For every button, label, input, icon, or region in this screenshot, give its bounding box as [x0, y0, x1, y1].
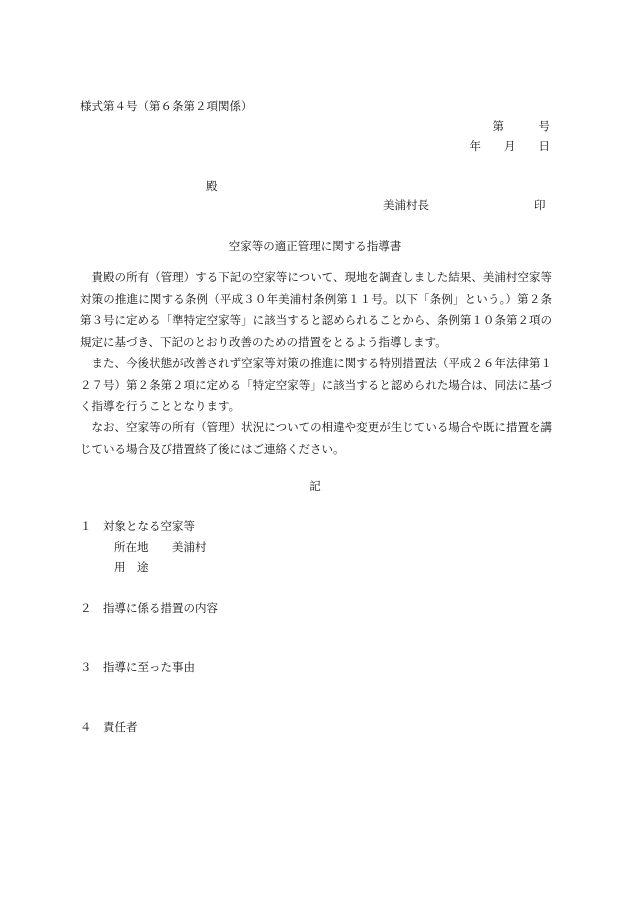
issuer-title: 美浦村長: [383, 198, 429, 212]
date-line: 年 月 日: [469, 139, 550, 153]
body-paragraph-2: また、今後状態が改善されず空家等対策の推進に関する特別措置法（平成２６年法律第１２７号）第２条第２項に定める「特定空家等」に該当すると認められた場合は、同法に基づく指導を行うこととなります。: [80, 356, 552, 413]
document-title: 空家等の適正管理に関する指導書: [228, 239, 402, 253]
item-4-number: ４: [80, 720, 92, 734]
body-paragraph-3: なお、空家等の所有（管理）状況についての相違や変更が生じている場合や既に措置を講じている場合及び措置終了後にはご連絡ください。: [80, 420, 552, 456]
item-3-label: 指導に至った事由: [103, 660, 195, 674]
form-label: 様式第４号（第６条第２項関係）: [80, 99, 253, 113]
body-paragraph-1: 貴殿の所有（管理）する下記の空家等について、現地を調査しました結果、美浦村空家等対策の推進に関する条例（平成３０年美浦村条例第１１号。以下「条例」という。）第２条第３号に定める「準特定空家等」に該当すると認められることから、条例第１０条第２項の規定に基づき、下記のとおり改善のための措置をとるよう指導します。: [80, 270, 552, 349]
item-2-number: ２: [80, 601, 92, 615]
location-value: 美浦村: [172, 540, 207, 554]
ki-heading: 記: [309, 479, 321, 493]
seal-mark: 印: [534, 198, 546, 212]
item-4-label: 責任者: [103, 720, 138, 734]
document-number-line: 第 号: [492, 119, 550, 133]
addressee-suffix: 殿: [206, 179, 218, 193]
location-label: 所在地: [114, 540, 149, 554]
item-1-label: 対象となる空家等: [103, 519, 195, 533]
item-2-label: 指導に係る措置の内容: [103, 601, 218, 615]
item-1-number: １: [80, 519, 92, 533]
item-3-number: ３: [80, 660, 92, 674]
usage-label: 用 途: [114, 560, 149, 574]
